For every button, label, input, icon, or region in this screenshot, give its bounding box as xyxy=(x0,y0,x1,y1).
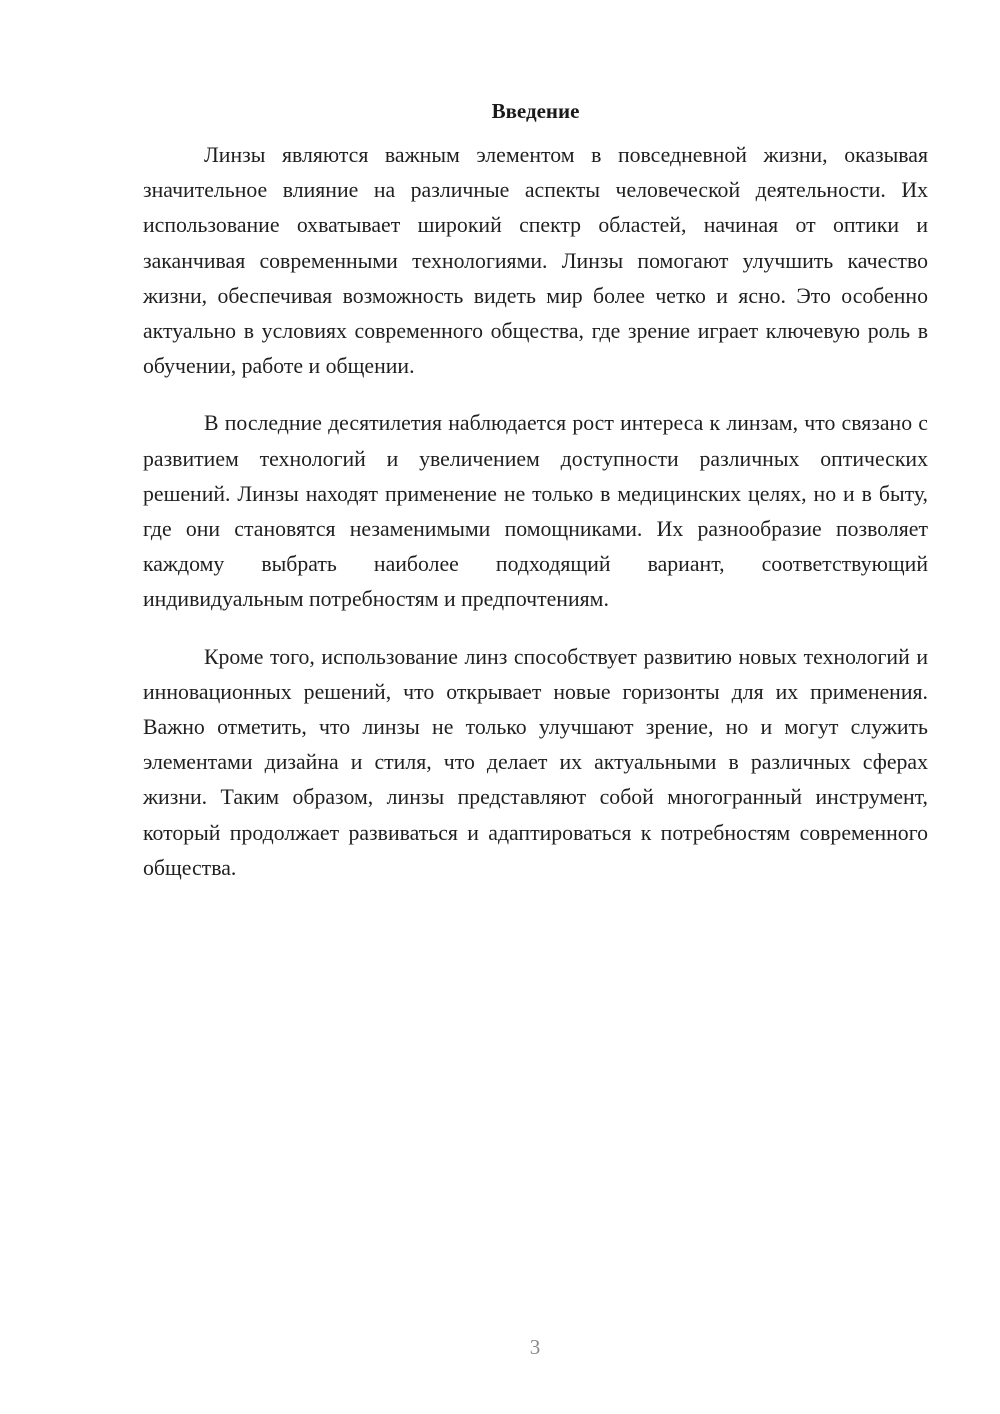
paragraph-3: Кроме того, использование линз способствует развитию новых технологий и инновационных решений, что открывает новые горизонты для их применения. Важно отметить, что линзы не только улучшают зрение, но и могут служить элементами дизайна и стиля, что делает их актуальными в различных сферах жизни. Таким образом, линзы представляют собой многогранный инструмент, который продолжает развиваться и адаптироваться к потребностям современного общества. xyxy=(143,644,928,880)
page-content xyxy=(143,95,928,908)
paragraph-2: В последние десятилетия наблюдается рост интереса к линзам, что связано с развитием технологий и увеличением доступности различных оптических решений. Линзы находят применение не только в медицинских целях, но и в быту, где они становятся незаменимыми помощниками. Их разнообразие позволяет каждому выбрать наиболее подходящий вариант, соответствующий индивидуальным потребностям и предпочтениям. xyxy=(143,411,928,612)
paragraph-1: Линзы являются важным элементом в повседневной жизни, оказывая значительное влияние на различные аспекты человеческой деятельности. Их использование охватывает широкий спектр областей, начиная от оптики и заканчивая современными технологиями. Линзы помогают улучшить качество жизни, обеспечивая возможность видеть мир более четко и ясно. Это особенно актуально в условиях современного общества, где зрение играет ключевую роль в обучении, работе и общении. xyxy=(143,143,928,379)
page-number: 3 xyxy=(529,1335,541,1359)
section-title: Введение xyxy=(491,99,580,123)
